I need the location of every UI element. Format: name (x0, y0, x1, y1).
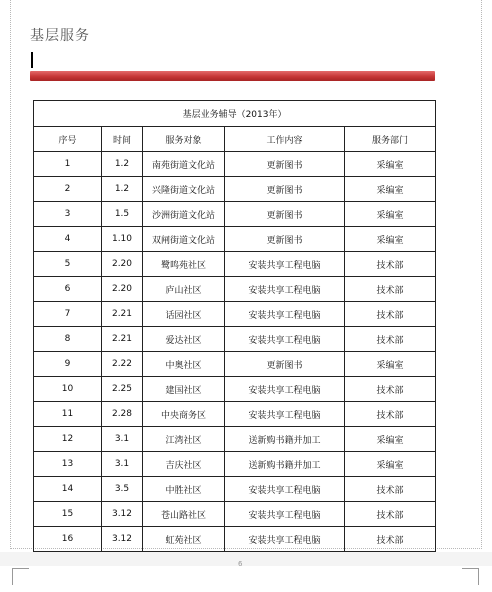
cell-content: 安装共享工程电脑 (225, 302, 345, 327)
cell-target: 兴隆街道文化站 (143, 177, 225, 202)
cell-index: 3 (34, 202, 102, 227)
cell-target: 中央商务区 (143, 402, 225, 427)
cell-department: 采编室 (345, 202, 436, 227)
cell-department: 采编室 (345, 152, 436, 177)
cell-department: 技术部 (345, 327, 436, 352)
table-row (34, 402, 436, 427)
table-header-row (34, 127, 436, 152)
cell-time: 1.2 (102, 177, 143, 202)
cell-time: 2.21 (102, 302, 143, 327)
cell-index: 7 (34, 302, 102, 327)
header-department: 服务部门 (345, 127, 436, 152)
cell-content: 安装共享工程电脑 (225, 477, 345, 502)
cell-target: 苍山路社区 (143, 502, 225, 527)
table-row (34, 352, 436, 377)
cell-content: 安装共享工程电脑 (225, 527, 345, 552)
cell-content: 安装共享工程电脑 (225, 277, 345, 302)
decorative-red-bar (30, 71, 435, 81)
text-cursor[interactable] (31, 52, 33, 68)
cell-content: 送新购书籍并加工 (225, 427, 345, 452)
table-row (34, 252, 436, 277)
table-row (34, 152, 436, 177)
table-row (34, 327, 436, 352)
cell-department: 技术部 (345, 302, 436, 327)
table-row (34, 377, 436, 402)
cell-content: 更新图书 (225, 227, 345, 252)
header-target: 服务对象 (143, 127, 225, 152)
cell-index: 5 (34, 252, 102, 277)
table-row (34, 477, 436, 502)
cell-content: 更新图书 (225, 202, 345, 227)
cell-index: 6 (34, 277, 102, 302)
cell-department: 采编室 (345, 427, 436, 452)
cell-content: 更新图书 (225, 352, 345, 377)
cell-department: 采编室 (345, 227, 436, 252)
cell-target: 双闸街道文化站 (143, 227, 225, 252)
cell-department: 采编室 (345, 452, 436, 477)
cell-time: 3.1 (102, 427, 143, 452)
cell-target: 江湾社区 (143, 427, 225, 452)
cell-time: 1.2 (102, 152, 143, 177)
page-heading: 基层服务 (30, 28, 90, 44)
cell-index: 9 (34, 352, 102, 377)
cell-index: 11 (34, 402, 102, 427)
cell-time: 3.12 (102, 527, 143, 552)
cell-content: 安装共享工程电脑 (225, 402, 345, 427)
cell-department: 采编室 (345, 177, 436, 202)
cell-index: 4 (34, 227, 102, 252)
cell-index: 12 (34, 427, 102, 452)
table-row (34, 277, 436, 302)
cell-index: 8 (34, 327, 102, 352)
cell-target: 鹭鸣苑社区 (143, 252, 225, 277)
cell-target: 南苑街道文化站 (143, 152, 225, 177)
table-caption: 基层业务辅导（2013年） (34, 101, 436, 127)
cell-department: 技术部 (345, 277, 436, 302)
cell-time: 2.21 (102, 327, 143, 352)
cell-time: 2.25 (102, 377, 143, 402)
crop-mark-left (12, 568, 29, 585)
cell-time: 2.20 (102, 277, 143, 302)
table-row (34, 452, 436, 477)
cell-target: 中奥社区 (143, 352, 225, 377)
cell-index: 2 (34, 177, 102, 202)
cell-content: 更新图书 (225, 177, 345, 202)
cell-content: 更新图书 (225, 152, 345, 177)
cell-target: 沙洲街道文化站 (143, 202, 225, 227)
cell-department: 技术部 (345, 502, 436, 527)
page-number: 6 (238, 560, 243, 568)
cell-target: 话园社区 (143, 302, 225, 327)
cell-department: 技术部 (345, 402, 436, 427)
table-row (34, 227, 436, 252)
table-row (34, 302, 436, 327)
table-body (34, 152, 436, 552)
service-table (33, 100, 436, 552)
cell-time: 3.12 (102, 502, 143, 527)
cell-target: 建国社区 (143, 377, 225, 402)
cell-time: 2.22 (102, 352, 143, 377)
cell-target: 虹苑社区 (143, 527, 225, 552)
table-row (34, 177, 436, 202)
cell-index: 16 (34, 527, 102, 552)
cell-index: 15 (34, 502, 102, 527)
cell-department: 技术部 (345, 477, 436, 502)
crop-mark-right (462, 568, 479, 585)
cell-index: 14 (34, 477, 102, 502)
cell-index: 1 (34, 152, 102, 177)
table-row (34, 502, 436, 527)
cell-content: 安装共享工程电脑 (225, 377, 345, 402)
table-row (34, 527, 436, 552)
cell-department: 技术部 (345, 527, 436, 552)
cell-index: 13 (34, 452, 102, 477)
cell-target: 中胜社区 (143, 477, 225, 502)
header-time: 时间 (102, 127, 143, 152)
table-row (34, 202, 436, 227)
cell-target: 庐山社区 (143, 277, 225, 302)
cell-time: 1.10 (102, 227, 143, 252)
cell-time: 2.20 (102, 252, 143, 277)
cell-content: 安装共享工程电脑 (225, 502, 345, 527)
cell-content: 安装共享工程电脑 (225, 252, 345, 277)
cell-index: 10 (34, 377, 102, 402)
cell-time: 3.1 (102, 452, 143, 477)
cell-time: 2.28 (102, 402, 143, 427)
cell-content: 安装共享工程电脑 (225, 327, 345, 352)
cell-department: 技术部 (345, 377, 436, 402)
header-content: 工作内容 (225, 127, 345, 152)
cell-department: 技术部 (345, 252, 436, 277)
cell-target: 吉庆社区 (143, 452, 225, 477)
table-row (34, 427, 436, 452)
cell-department: 采编室 (345, 352, 436, 377)
page-gap (0, 552, 492, 566)
header-index: 序号 (34, 127, 102, 152)
cell-target: 爱达社区 (143, 327, 225, 352)
cell-time: 1.5 (102, 202, 143, 227)
cell-time: 3.5 (102, 477, 143, 502)
cell-content: 送新购书籍并加工 (225, 452, 345, 477)
